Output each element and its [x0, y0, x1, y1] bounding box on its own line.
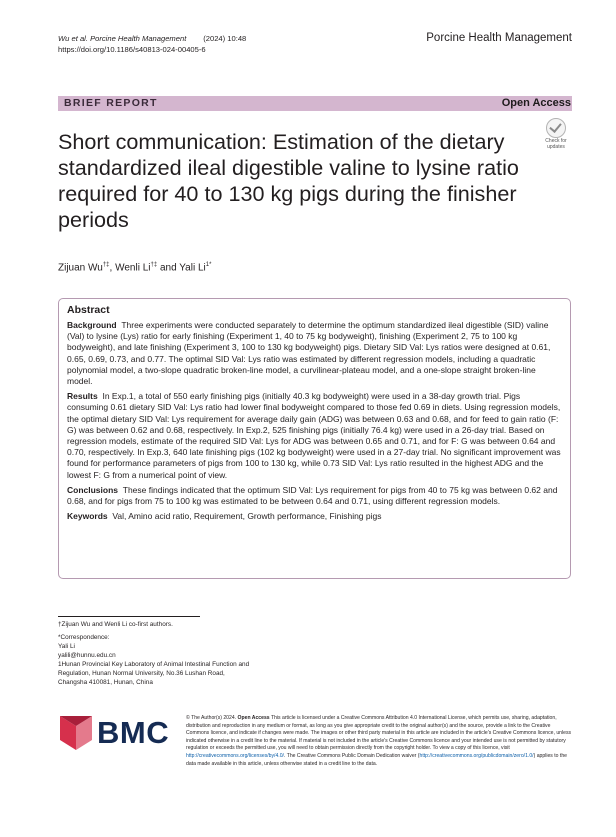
results-label: Results	[67, 391, 98, 402]
footnote-divider	[58, 616, 200, 617]
keywords-text: Val, Amino acid ratio, Requirement, Growth performance, Finishing pigs	[112, 511, 382, 522]
abstract-background	[67, 320, 562, 387]
author-sup: 1*	[205, 262, 212, 268]
license-text: This article is licensed under a Creative Commons Attribution 4.0 International License, which permits use, sharing, adaptation, distribution and reproduction in any medium or format, as long as you give appropriate credit to the original author(s) and the source, provide a link to the Creative Commons licence, and indicate if changes were made. The images or other third party material in this article are included in the article's Creative Commons licence, unless indicated otherwise in a credit line to the material. If material is not included in the article's Creative Commons licence and your intended use is not permitted by statutory regulation or exceeds the permitted use, you will need to obtain permission directly from the copyright holder. To view a copy of this licence, visit	[186, 715, 572, 752]
author-list: Zijuan Wu†‡, Wenli Li†‡ and Yali $Li^{1*}$	[58, 262, 212, 274]
waiver-url[interactable]: http://creativecommons.org/publicdomain/zero/1.0/	[419, 752, 534, 759]
license-open-access: Open Access	[237, 715, 270, 721]
bmc-logo-icon	[60, 716, 94, 750]
check-for-updates-badge[interactable]	[541, 118, 571, 152]
citation-header	[58, 33, 246, 55]
footnotes	[58, 620, 298, 687]
author-sup: †‡	[102, 262, 110, 268]
abstract-heading: Abstract	[67, 304, 110, 316]
author-joiner: and	[157, 262, 180, 274]
check-updates-line2: updates	[547, 144, 565, 150]
journal-name: Porcine Health Management	[426, 32, 572, 44]
correspondence-name: Yali Li	[58, 643, 75, 650]
affiliation-line: Regulation, Hunan Normal University, No.36 Lushan Road,	[58, 670, 225, 677]
license-text: . The Creative Commons Public Domain Dedication waiver (	[283, 752, 420, 759]
background-label: Background	[67, 320, 117, 330]
background-text: Three experiments were conducted separately to determine the optimum standardized ileal digestible (SID) valine (Val) to lysine (Lys) ratio for early finishing (Experiment 1, 40 to 75 kg bodyweight), finishing (Experiment 2, 75 to 100 kg bodyweight), and late finishing (Experiment 3, 100 to 130 kg bodyweight) pigs. Dietary SID Val: Lys ratios were designed at 0.61, 0.65, 0.69, 0.73, and 0.77. The optimal SID Val: Lys ratio was estimated by different regression models, including a quadratic polynomial model, a two-slope quadratic broken-line model, a curvilinear-plateau model, and a one-slope straight broken-line model.	[67, 320, 551, 387]
correspondence-email[interactable]: yalili@hunnu.edu.cn	[58, 652, 116, 659]
article-type-label: BRIEF REPORT	[64, 97, 158, 109]
abstract-keywords	[67, 511, 562, 522]
abstract-conclusions	[67, 485, 562, 507]
publisher-wordmark: BMC	[97, 715, 170, 750]
author-sup: †‡	[150, 262, 158, 268]
check-updates-icon	[546, 118, 566, 138]
conclusions-label: Conclusions	[67, 484, 119, 495]
author-name[interactable]: Yali Li	[179, 262, 206, 274]
results-text: In Exp.1, a total of 550 early finishing pigs (initially 40.3 kg bodyweight) were used in a 38-day growth trial. Pigs consuming 0.61 dietary SID Val: Lys ratio had lower final bodyweight compared to those fed 0.69 in diets. Using regression models, the optimal dietary SID Val: Lys requirement for average daily gain (ADG) was between 0.63 and 0.68, and for feed to gain ratio (F: G) was between 0.62 and 0.68, respectively. In Exp.2, 525 finishing pigs (initially 76.4 kg) were used in a 26-day trial. Based on regression models, estimate of the required SID Val: Lys for ADG was between 0.65 and 0.71, and for F: G was between 0.64 and 0.70, respectively. In Exp.3, 640 late finishing pigs (102 kg bodyweight) were used in a 27-day trial. No significant improvement was found for performance parameters of pigs from 100 to 130 kg, while 0.73 SID Val: Lys ratio resulted in the highest ADG and the lowest F: G from a numerical point of view.	[67, 391, 561, 480]
citation-year-page: (2024) 10:48	[203, 34, 247, 43]
author-name[interactable]: Wenli Li	[115, 262, 151, 274]
article-title: Short communication: Estimation of the dietary standardized ileal digestible valine to lysine ratio required for 40 to 130 kg pigs during the finisher periods	[58, 129, 519, 232]
affiliation-line: Changsha 410081, Hunan, China	[58, 679, 153, 686]
abstract-box	[58, 298, 571, 579]
citation-journal: Wu et al. Porcine Health Management	[58, 34, 187, 43]
check-updates-line1: Check for	[545, 138, 567, 144]
doi-link[interactable]: https://doi.org/10.1186/s40813-024-00405-6	[58, 45, 206, 54]
abstract-results	[67, 391, 562, 481]
keywords-label: Keywords	[67, 511, 108, 522]
conclusions-text: These findings indicated that the optimum SID Val: Lys requirement for pigs from 40 to 75 kg was between 0.62 and 0.68, and for pigs from 75 to 100 kg was estimated to be between 0.64 and 0.71, using different regression models.	[67, 484, 558, 507]
cofirst-note: †Zijuan Wu and Wenli Li co-first authors.	[58, 621, 173, 628]
check-updates-text	[541, 138, 571, 150]
license-lead: © The Author(s) 2024.	[186, 715, 237, 721]
open-access-label: Open Access	[501, 97, 571, 109]
affiliation-line: 1Hunan Provincial Key Laboratory of Animal Intestinal Function and	[58, 661, 250, 668]
license-statement	[186, 715, 574, 768]
license-text: ) applies to the data made available in this article, unless otherwise stated in a credit line to the data.	[186, 752, 568, 767]
correspondence-label: *Correspondence:	[58, 634, 110, 641]
license-url[interactable]: http://creativecommons.org/licenses/by/4.0/	[186, 752, 284, 759]
author-name[interactable]: Zijuan Wu	[58, 262, 103, 274]
